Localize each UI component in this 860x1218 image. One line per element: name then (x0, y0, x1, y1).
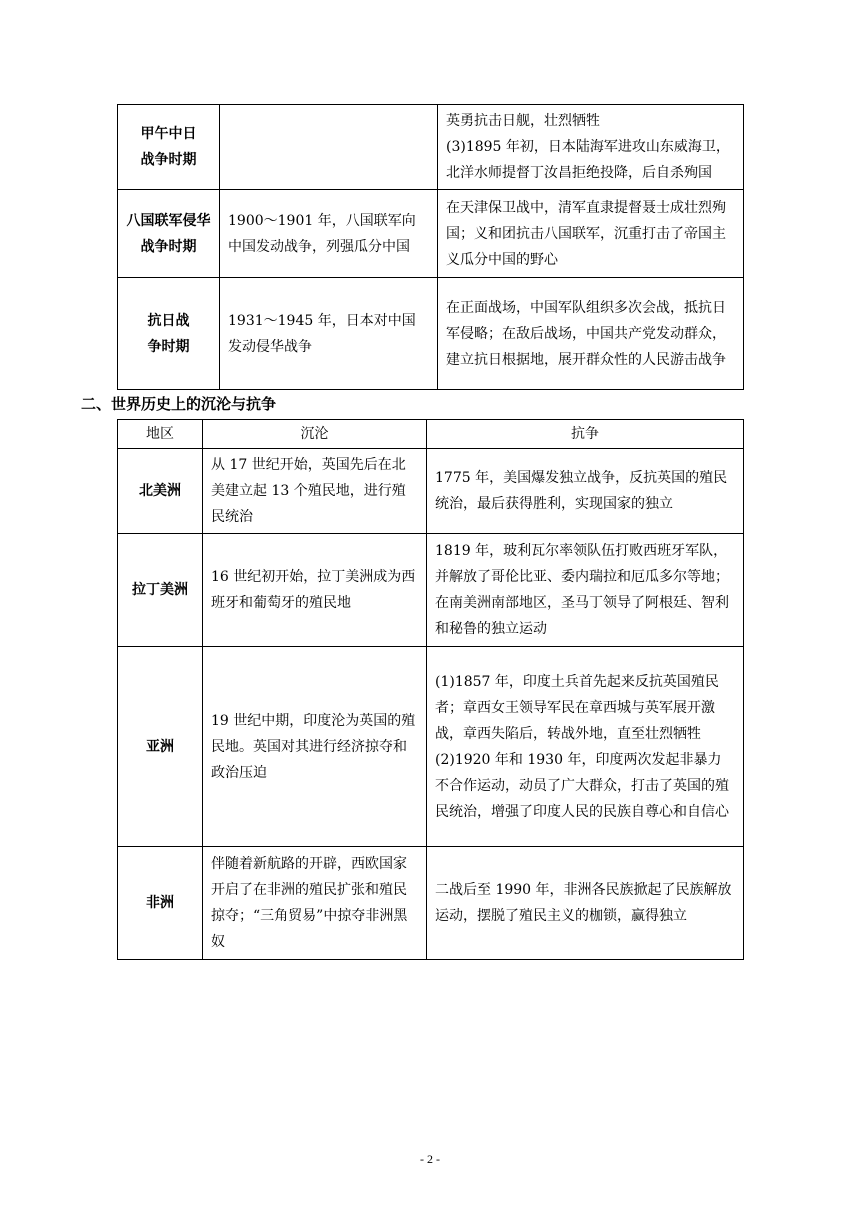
table-header-row (118, 420, 744, 449)
event-cell (220, 105, 438, 190)
period-cell: 抗日战 争时期 (118, 278, 220, 390)
region-cell: 亚洲 (118, 647, 203, 847)
table-row (118, 449, 744, 534)
region-cell: 拉丁美洲 (118, 534, 203, 647)
region-cell: 非洲 (118, 847, 203, 960)
region-cell: 北美洲 (118, 449, 203, 534)
page-number: - 2 - (420, 1152, 440, 1166)
table-row (118, 847, 744, 960)
china-history-table (117, 104, 744, 390)
struggle-cell: 英勇抗击日舰，壮烈牺牲 (3)1895 年初，日本陆海军进攻山东威海卫，北洋水师提督丁汝昌拒绝投降，后自杀殉国 (438, 105, 744, 190)
decline-cell: 伴随着新航路的开辟，西欧国家开启了在非洲的殖民扩张和殖民掠夺；“三角贸易”中掠夺非洲黑奴 (203, 847, 427, 960)
table-row (118, 105, 744, 190)
column-header-decline: 沉沦 (203, 420, 427, 449)
decline-cell: 从 17 世纪开始，英国先后在北美建立起 13 个殖民地，进行殖民统治 (203, 449, 427, 534)
struggle-cell: 在天津保卫战中，清军直隶提督聂士成壮烈殉国；义和团抗击八国联军，沉重打击了帝国主义瓜分中国的野心 (438, 190, 744, 278)
period-cell: 八国联军侵华战争时期 (118, 190, 220, 278)
table-row (118, 534, 744, 647)
table-row (118, 190, 744, 278)
table-row (118, 647, 744, 847)
decline-cell: 16 世纪初开始，拉丁美洲成为西班牙和葡萄牙的殖民地 (203, 534, 427, 647)
period-cell: 甲午中日 战争时期 (118, 105, 220, 190)
column-header-struggle: 抗争 (427, 420, 744, 449)
event-cell: 1900～1901 年，八国联军向中国发动战争，列强瓜分中国 (220, 190, 438, 278)
world-history-table (117, 419, 744, 960)
struggle-cell: (1)1857 年，印度土兵首先起来反抗英国殖民者；章西女王领导军民在章西城与英军展开激战，章西失陷后，转战外地，直至壮烈牺牲 (2)1920 年和 1930 年，印度两次发起非暴力不合作运动，动员了广大群众，打击了英国的殖民统治，增强了印度人民的民族自尊心和自信心 (427, 647, 744, 847)
struggle-cell: 1775 年，美国爆发独立战争，反抗英国的殖民统治，最后获得胜利，实现国家的独立 (427, 449, 744, 534)
decline-cell: 19 世纪中期，印度沦为英国的殖民地。英国对其进行经济掠夺和政治压迫 (203, 647, 427, 847)
column-header-region: 地区 (118, 420, 203, 449)
section-title: 二、世界历史上的沉沦与抗争 (81, 395, 277, 413)
table-row (118, 278, 744, 390)
struggle-cell: 在正面战场，中国军队组织多次会战，抵抗日军侵略；在敌后战场，中国共产党发动群众，建立抗日根据地，展开群众性的人民游击战争 (438, 278, 744, 390)
event-cell: 1931～1945 年，日本对中国发动侵华战争 (220, 278, 438, 390)
struggle-cell: 1819 年，玻利瓦尔率领队伍打败西班牙军队，并解放了哥伦比亚、委内瑞拉和厄瓜多尔等地；在南美洲南部地区，圣马丁领导了阿根廷、智利和秘鲁的独立运动 (427, 534, 744, 647)
struggle-cell: 二战后至 1990 年，非洲各民族掀起了民族解放运动，摆脱了殖民主义的枷锁，赢得独立 (427, 847, 744, 960)
